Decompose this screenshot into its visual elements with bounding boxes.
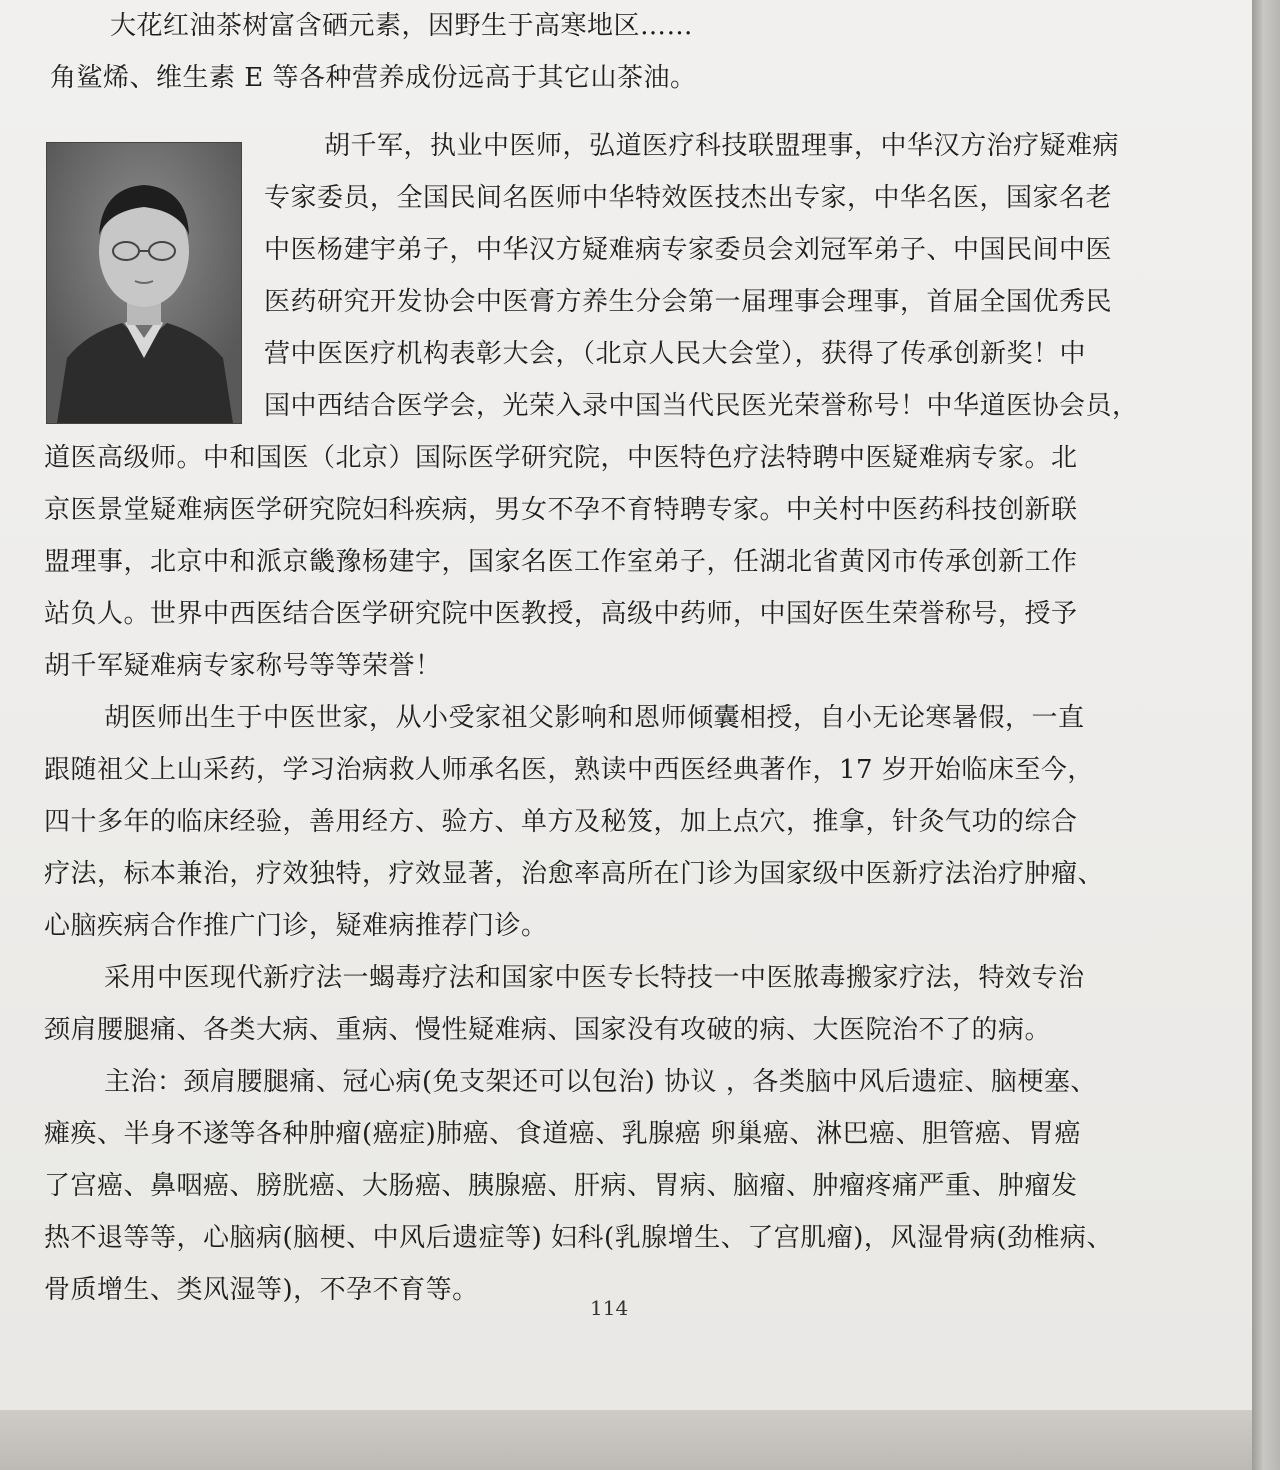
portrait-illustration (47, 143, 241, 423)
para3-line: 颈肩腰腿痛、各类大病、重病、慢性疑难病、国家没有攻破的病、大医院治不了的病。 (44, 1015, 1052, 1045)
para4-line: 主治：颈肩腰腿痛、冠心病(免支架还可以包治) 协议 ，各类脑中风后遗症、脑梗塞、 (104, 1067, 1097, 1097)
para4-line: 了宫癌、鼻咽癌、膀胱癌、大肠癌、胰腺癌、肝病、胃病、脑瘤、肿瘤疼痛严重、肿瘤发 (44, 1171, 1078, 1201)
bio-side-line: 营中医医疗机构表彰大会，（北京人民大会堂），获得了传承创新奖！中 (264, 339, 1087, 369)
bio-side-line: 国中西结合医学会，光荣入录中国当代民医光荣誉称号！中华道医协会员， (264, 391, 1139, 421)
bio-line: 道医高级师。中和国医（北京）国际医学研究院，中医特色疗法特聘中医疑难病专家。北 (44, 443, 1078, 473)
para4-line: 热不退等等，心脑病(脑梗、中风后遗症等) 妇科(乳腺增生、了宫肌瘤)，风湿骨病(劲椎病、 (44, 1223, 1113, 1253)
bio-line: 京医景堂疑难病医学研究院妇科疾病，男女不孕不育特聘专家。中关村中医药科技创新联 (44, 495, 1078, 525)
para2-line: 胡医师出生于中医世家，从小受家祖父影响和恩师倾囊相授，自小无论寒暑假，一直 (104, 703, 1085, 733)
para3-line: 采用中医现代新疗法一蝎毒疗法和国家中医专长特技一中医脓毒搬家疗法，特效专治 (104, 963, 1085, 993)
para2-line: 跟随祖父上山采药，学习治病救人师承名医，熟读中西医经典著作，17 岁开始临床至今， (44, 755, 1094, 785)
para2-line: 四十多年的临床经验，善用经方、验方、单方及秘笈，加上点穴，推拿，针灸气功的综合 (44, 807, 1078, 837)
para4-line: 瘫痪、半身不遂等各种肿瘤(癌症)肺癌、食道癌、乳腺癌 卵巢癌、淋巴癌、胆管癌、胃癌 (44, 1119, 1082, 1149)
bio-side-text (264, 120, 1224, 432)
bio-line: 盟理事，北京中和派京畿豫杨建宇，国家名医工作室弟子，任湖北省黄冈市传承创新工作 (44, 547, 1078, 577)
intro-line-1: 大花红油茶树富含硒元素，因野生于高寒地区…… (110, 11, 694, 41)
bio-line: 胡千军疑难病专家称号等等荣誉！ (44, 651, 442, 681)
bio-side-line: 胡千军，执业中医师，弘道医疗科技联盟理事，中华汉方治疗疑难病 (324, 131, 1120, 161)
page-edge (1252, 0, 1280, 1470)
page-number: 114 (590, 1296, 629, 1320)
intro-text (50, 0, 1240, 104)
background-shadow (0, 1410, 1252, 1470)
para4-line: 骨质增生、类风湿等)，不孕不育等。 (44, 1275, 479, 1305)
bio-side-line: 中医杨建宇弟子，中华汉方疑难病专家委员会刘冠军弟子、中国民间中医 (264, 235, 1113, 265)
para2-line: 心脑疾病合作推广门诊，疑难病推荐门诊。 (44, 911, 548, 941)
para2-line: 疗法，标本兼治，疗效独特，疗效显著，治愈率高所在门诊为国家级中医新疗法治疗肿瘤、 (44, 859, 1105, 889)
portrait-photo (46, 142, 242, 424)
bio-line: 站负人。世界中西医结合医学研究院中医教授，高级中药师，中国好医生荣誉称号，授予 (44, 599, 1078, 629)
bio-side-line: 医药研究开发协会中医膏方养生分会第一届理事会理事，首届全国优秀民 (264, 287, 1113, 317)
intro-line-2: 角鲨烯、维生素 E 等各种营养成份远高于其它山茶油。 (50, 63, 697, 93)
body-text (44, 432, 1224, 1316)
bio-side-line: 专家委员，全国民间名医师中华特效医技杰出专家，中华名医，国家名老 (264, 183, 1113, 213)
